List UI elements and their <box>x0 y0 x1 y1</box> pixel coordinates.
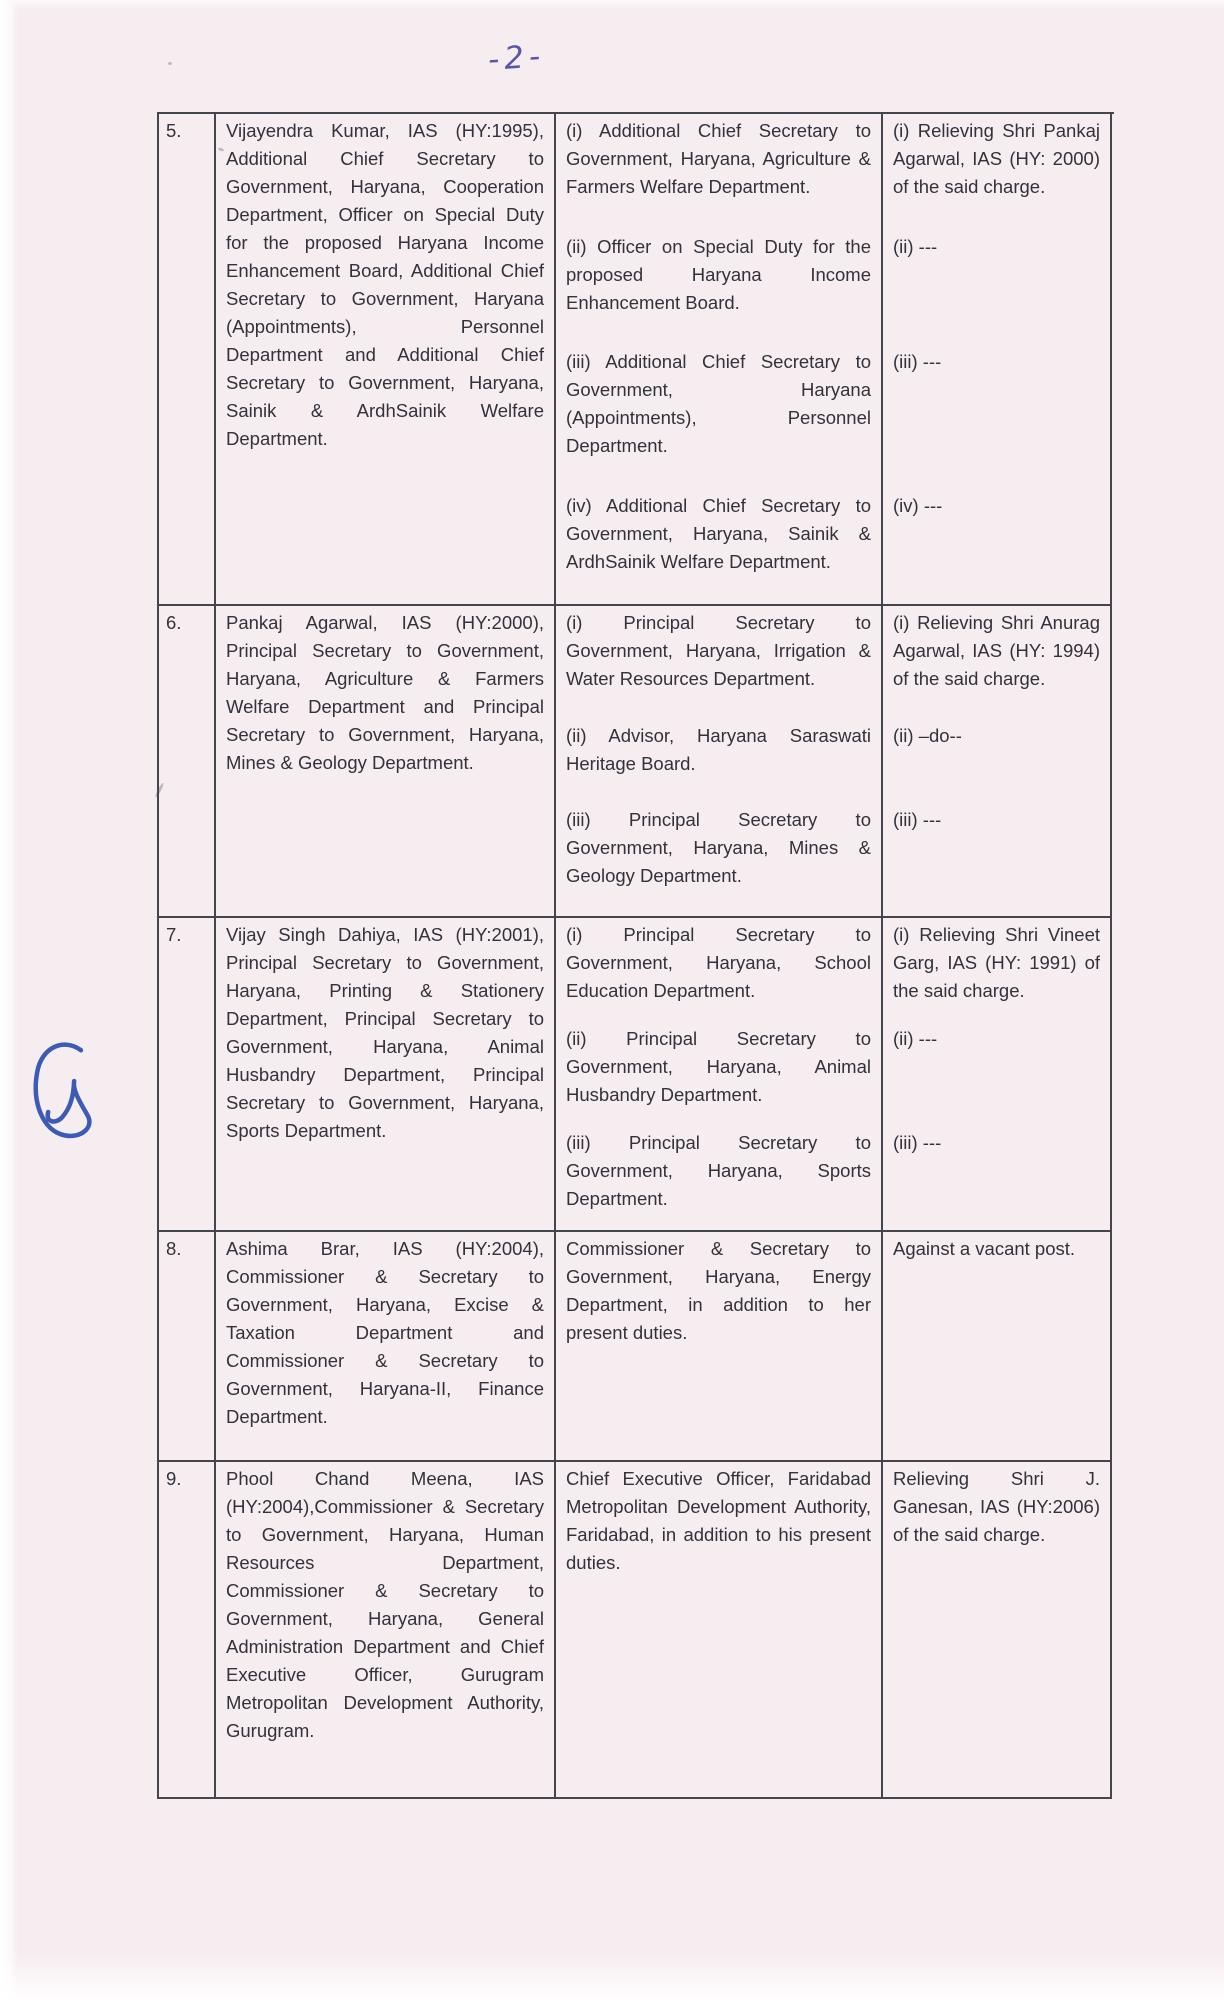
serial-number-cell: 9. <box>159 1462 216 1799</box>
new-posting-cell: (iii) Principal Secretary to Government, Haryana, Mines & Geology Department. <box>556 803 883 918</box>
new-posting-cell: (iv) Additional Chief Secretary to Government, Haryana, Sainik & ArdhSainik Welfare Department. <box>556 489 883 607</box>
remarks-cell: (ii) --- <box>883 230 1112 346</box>
new-posting-cell: (iii) Principal Secretary to Government, Haryana, Sports Department. <box>556 1126 883 1232</box>
new-posting-cell: (iii) Additional Chief Secretary to Government, Haryana (Appointments), Personnel Department. <box>556 345 883 489</box>
current-posting-cell: Vijay Singh Dahiya, IAS (HY:2001), Principal Secretary to Government, Haryana, Printing & Stationery Department, Principal Secretary to Government, Haryana, Animal Husbandry Department, Principal Secretary to Government, Haryana, Sports Department. <box>216 918 556 1232</box>
remarks-cell: (ii) --- <box>883 1022 1112 1126</box>
serial-number-cell: 7. <box>159 918 216 1232</box>
new-posting-cell: (i) Principal Secretary to Government, Haryana, Irrigation & Water Resources Department. <box>556 606 883 719</box>
new-posting-cell: (ii) Principal Secretary to Government, Haryana, Animal Husbandry Department. <box>556 1022 883 1126</box>
new-posting-cell: (i) Additional Chief Secretary to Government, Haryana, Agriculture & Farmers Welfare Department. <box>556 114 883 230</box>
remarks-cell: Relieving Shri J. Ganesan, IAS (HY:2006) of the said charge. <box>883 1462 1112 1799</box>
current-posting-cell: Pankaj Agarwal, IAS (HY:2000), Principal Secretary to Government, Haryana, Agriculture & Farmers Welfare Department and Principal Secretary to Government, Haryana, Mines & Geology Department. <box>216 606 556 918</box>
serial-number-cell: 6. <box>159 606 216 918</box>
new-posting-cell: (i) Principal Secretary to Government, Haryana, School Education Department. <box>556 918 883 1022</box>
current-posting-cell: Ashima Brar, IAS (HY:2004), Commissioner & Secretary to Government, Haryana, Excise & Taxation Department and Commissioner & Secretary to Government, Haryana-II, Finance Department. <box>216 1232 556 1462</box>
serial-number-cell: 8. <box>159 1232 216 1462</box>
remarks-cell: (iii) --- <box>883 1126 1112 1232</box>
scan-edge-top <box>0 0 1224 10</box>
remarks-cell: (iii) --- <box>883 803 1112 918</box>
scan-edge-left <box>0 0 18 2016</box>
current-posting-cell: Vijayendra Kumar, IAS (HY:1995), Additional Chief Secretary to Government, Haryana, Cooperation Department, Officer on Special Duty for the proposed Haryana Income Enhancement Board, Additional Chief Secretary to Government, Haryana (Appointments), Personnel Department and Additional Chief Secretary to Government, Haryana, Sainik & ArdhSainik Welfare Department. <box>216 114 556 606</box>
remarks-cell: (iv) --- <box>883 489 1112 607</box>
remarks-cell: (i) Relieving Shri Vineet Garg, IAS (HY: 1991) of the said charge. <box>883 918 1112 1022</box>
remarks-cell: (i) Relieving Shri Anurag Agarwal, IAS (HY: 1994) of the said charge. <box>883 606 1112 719</box>
transfer-order-table <box>157 112 1114 1799</box>
new-posting-cell: (ii) Advisor, Haryana Saraswati Heritage Board. <box>556 719 883 804</box>
new-posting-cell: Chief Executive Officer, Faridabad Metropolitan Development Authority, Faridabad, in addition to his present duties. <box>556 1462 883 1799</box>
new-posting-cell: (ii) Officer on Special Duty for the proposed Haryana Income Enhancement Board. <box>556 230 883 346</box>
handwritten-initial-mark <box>23 1032 110 1147</box>
remarks-cell: (iii) --- <box>883 345 1112 489</box>
remarks-cell: Against a vacant post. <box>883 1232 1112 1462</box>
page-number: -2- <box>486 38 547 78</box>
scan-edge-bottom <box>0 1954 1224 2016</box>
remarks-cell: (i) Relieving Shri Pankaj Agarwal, IAS (HY: 2000) of the said charge. <box>883 114 1112 230</box>
scan-speck <box>168 62 172 65</box>
serial-number-cell: 5. <box>159 114 216 606</box>
remarks-cell: (ii) –do-- <box>883 719 1112 804</box>
current-posting-cell: Phool Chand Meena, IAS (HY:2004),Commissioner & Secretary to Government, Haryana, Human Resources Department, Commissioner & Secretary to Government, Haryana, General Administration Department and Chief Executive Officer, Gurugram Metropolitan Development Authority, Gurugram. <box>216 1462 556 1799</box>
new-posting-cell: Commissioner & Secretary to Government, Haryana, Energy Department, in addition to her present duties. <box>556 1232 883 1462</box>
